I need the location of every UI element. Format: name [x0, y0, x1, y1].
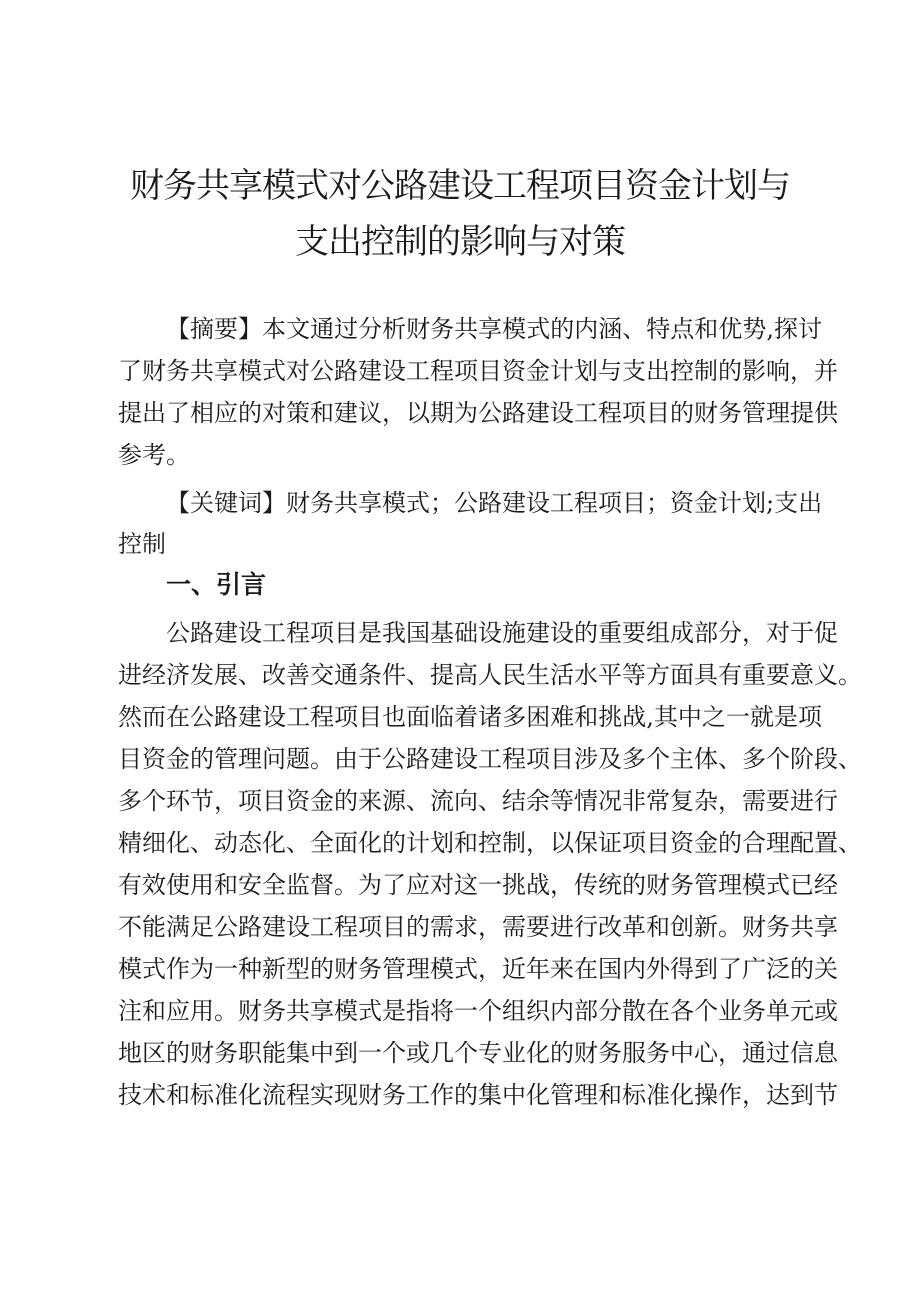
paragraph-line: 然而在公路建设工程项目也面临着诸多困难和挑战,其中之一就是项 [118, 703, 822, 731]
abstract-line: 了财务共享模式对公路建设工程项目资金计划与支出控制的影响，并 [118, 357, 838, 385]
abstract-line: 参考。 [118, 441, 190, 469]
paragraph-line: 模式作为一种新型的财务管理模式，近年来在国内外得到了广泛的关 [118, 955, 838, 983]
paragraph-line: 多个环节，项目资金的来源、流向、结余等情况非常复杂，需要进行 [118, 787, 838, 815]
paragraph-line: 目资金的管理问题。由于公路建设工程项目涉及多个主体、多个阶段、 [118, 745, 862, 773]
abstract-line: 提出了相应的对策和建议，以期为公路建设工程项目的财务管理提供 [118, 399, 838, 427]
keywords-line: 【关键词】财务共享模式；公路建设工程项目；资金计划;支出 [166, 489, 823, 517]
paragraph-line: 地区的财务职能集中到一个或几个专业化的财务服务中心，通过信息 [118, 1039, 838, 1067]
paragraph-line: 精细化、动态化、全面化的计划和控制，以保证项目资金的合理配置、 [118, 829, 862, 857]
keywords-line: 控制 [118, 530, 166, 558]
paragraph-line: 公路建设工程项目是我国基础设施建设的重要组成部分，对于促 [166, 619, 838, 647]
section-heading-introduction: 一、引言 [166, 570, 267, 599]
paragraph-line: 注和应用。财务共享模式是指将一个组织内部分散在各个业务单元或 [118, 997, 838, 1025]
paragraph-line: 进经济发展、改善交通条件、提高人民生活水平等方面具有重要意义。 [118, 661, 862, 689]
document-title-line-2: 支出控制的影响与对策 [295, 222, 625, 262]
abstract-line: 【摘要】本文通过分析财务共享模式的内涵、特点和优势,探讨 [166, 315, 822, 343]
document-title-line-1: 财务共享模式对公路建设工程项目资金计划与 [130, 166, 790, 206]
paragraph-line: 不能满足公路建设工程项目的需求，需要进行改革和创新。财务共享 [118, 913, 838, 941]
paragraph-line: 有效使用和安全监督。为了应对这一挑战，传统的财务管理模式已经 [118, 871, 838, 899]
paragraph-line: 技术和标准化流程实现财务工作的集中化管理和标准化操作，达到节 [118, 1081, 838, 1109]
